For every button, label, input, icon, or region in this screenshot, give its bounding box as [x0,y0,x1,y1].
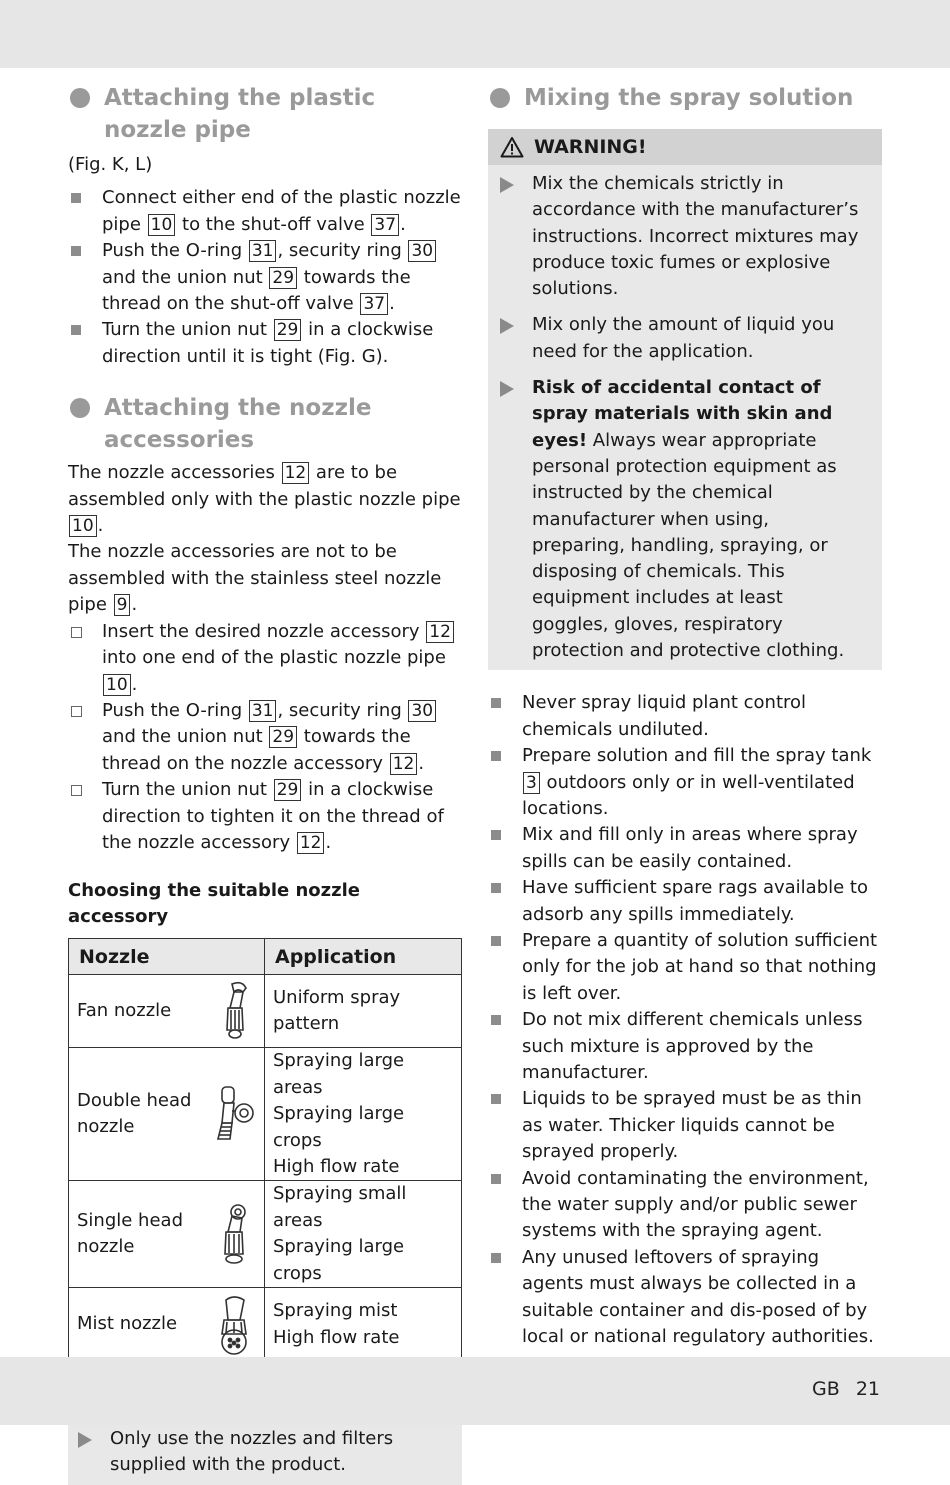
nozzle-name: Single head nozzle [77,1209,183,1258]
part-number: 12 [297,832,325,854]
square-bullet-icon [71,246,81,256]
nozzle-cell [69,1288,265,1362]
square-bullet-icon [71,325,81,335]
list-item: Insert the desired nozzle accessory 12 into one end of the plastic nozzle pipe 10 . [68,619,462,698]
application-line: Spraying mist [273,1300,398,1322]
square-bullet-icon [491,936,501,946]
single-head-nozzle-icon [212,1202,256,1266]
part-number: 37 [360,293,388,315]
warning-icon [500,136,524,158]
application-cell [265,1181,462,1288]
list-item: Have sufficient spare rags available to adsorb any spills immediately. [488,875,882,928]
part-number: 10 [148,214,176,236]
page-number: 21 [855,1378,880,1400]
triangle-bullet-icon [500,177,514,193]
part-number: 37 [371,214,399,236]
nozzle-name: Mist nozzle [77,1313,178,1335]
application-line: Uniform spray pattern [273,986,401,1035]
right-column [488,82,882,1351]
application-cell [265,1288,462,1362]
warning-item: Risk of accidental contact of spray materials with skin and eyes! Always wear appropriate personal protection equipment as instructed by the chemical manufacturer when using, preparing, handling, spraying, or disposing of chemicals. This equipment includes at least goggles, gloves, respiratory protection and protective clothing. [500,375,862,664]
warning-item: Mix the chemicals strictly in accordance with the manufacturer’s instructions. Incorrect mixtures may produce toxic fumes or explosive solutions. [500,171,862,302]
section-title: Mixing the spray solution [524,85,854,111]
list-item: Liquids to be sprayed must be as thin as water. Thicker liquids cannot be sprayed properly. [488,1086,882,1165]
warning-header [488,129,882,165]
part-number: 31 [249,240,277,262]
nozzle-name: Fan nozzle [77,1000,172,1022]
list-item: Turn the union nut 29 in a clockwise direction to tighten it on the thread of the nozzle accessory 12 . [68,777,462,856]
application-line: High flow rate [273,1155,400,1177]
table-row [69,1288,462,1362]
table-row [69,1048,462,1181]
checkbox-bullet-icon [71,785,82,796]
table-header-row [69,939,462,975]
instruction-list [68,185,462,370]
part-number: 3 [523,772,540,794]
part-number: 30 [408,240,436,262]
square-bullet-icon [491,1094,501,1104]
square-bullet-icon [491,698,501,708]
warning-emphasis: Risk of accidental contact of spray materials with skin and eyes! [532,377,833,451]
nozzle-name: Double head nozzle [77,1089,192,1138]
square-bullet-icon [491,751,501,761]
warning-body [488,165,882,670]
application-cell [265,975,462,1048]
double-head-nozzle-icon [212,1083,256,1145]
language-code: GB [812,1378,840,1400]
list-item: Connect either end of the plastic nozzle pipe 10 to the shut-off valve 37 . [68,185,462,238]
list-item: Do not mix different chemicals unless such mixture is approved by the manufacturer. [488,1007,882,1086]
part-number: 30 [408,700,436,722]
application-line: Spraying small areas [273,1183,407,1231]
triangle-bullet-icon [500,381,514,397]
page-footer [812,1378,880,1400]
bullet-dot-icon [490,88,510,108]
header-band [0,0,950,68]
safety-list [488,690,882,1350]
section-title: Attaching the nozzle accessories [104,395,372,454]
part-number: 29 [269,726,297,748]
list-item: Mix and fill only in areas where spray spills can be easily contained. [488,822,882,875]
part-number: 29 [269,267,297,289]
part-number: 29 [274,319,302,341]
section-heading-nozzle-accessories [68,392,462,456]
square-bullet-icon [491,883,501,893]
part-number: 12 [282,462,310,484]
nozzle-cell [69,1181,265,1288]
paragraph: The nozzle accessories 12 are to be assembled only with the plastic nozzle pipe 10 . [68,462,461,537]
part-number: 31 [249,700,277,722]
note-item: Only use the nozzles and filters supplied with the product. [78,1426,450,1479]
list-item: Never spray liquid plant control chemicals undiluted. [488,690,882,743]
square-bullet-icon [491,830,501,840]
bullet-dot-icon [70,88,90,108]
part-number: 10 [103,674,131,696]
application-cell [265,1048,462,1181]
list-item: Turn the union nut 29 in a clockwise direction until it is tight (Fig. G). [68,317,462,370]
figure-reference: (Fig. K, L) [68,154,153,175]
fan-nozzle-icon [212,980,256,1042]
section-heading-plastic-nozzle [68,82,462,146]
warning-title: WARNING! [534,136,647,158]
left-column [68,82,462,1485]
list-item: Prepare a quantity of solution sufficient only for the job at hand so that nothing is left over. [488,928,882,1007]
list-item: Prepare solution and fill the spray tank 3 outdoors only or in well-ventilated locations. [488,743,882,822]
footer-band [0,1357,950,1425]
square-bullet-icon [491,1174,501,1184]
part-number: 29 [274,779,302,801]
column-header-application: Application [265,939,462,975]
note-body [68,1420,462,1485]
table-heading: Choosing the suitable nozzle accessory [68,880,360,928]
triangle-bullet-icon [500,318,514,334]
checkbox-bullet-icon [71,706,82,717]
list-item: Any unused leftovers of spraying agents must always be collected in a suitable container and dis-posed of by local or national regulatory authorities. [488,1245,882,1351]
square-bullet-icon [71,193,81,203]
application-line: Spraying large crops [273,1236,405,1284]
part-number: 9 [114,594,131,616]
table-row [69,975,462,1048]
application-line: Spraying large crops [273,1103,405,1151]
nozzle-table [68,938,462,1362]
warning-box [488,129,882,670]
paragraph: The nozzle accessories are not to be assembled with the stainless steel nozzle pipe 9 . [68,541,442,616]
column-header-nozzle: Nozzle [69,939,265,975]
list-item: Push the O-ring 31 , security ring 30 and the union nut 29 towards the thread on the shut-off valve 37 . [68,238,462,317]
application-line: High flow rate [273,1326,400,1348]
list-item: Push the O-ring 31 , security ring 30 and the union nut 29 towards the thread on the nozzle accessory 12 . [68,698,462,777]
step-list [68,619,462,857]
checkbox-bullet-icon [71,627,82,638]
nozzle-cell [69,1048,265,1181]
section-title: Attaching the plastic nozzle pipe [104,85,376,143]
list-item: Avoid contaminating the environment, the water supply and/or public sewer systems with the spraying agent. [488,1166,882,1245]
part-number: 10 [69,515,97,537]
nozzle-cell [69,975,265,1048]
square-bullet-icon [491,1015,501,1025]
warning-item: Mix only the amount of liquid you need for the application. [500,312,862,365]
mist-nozzle-icon [210,1294,256,1356]
table-row [69,1181,462,1288]
application-line: Spraying large areas [273,1050,405,1098]
bullet-dot-icon [70,398,90,418]
triangle-bullet-icon [78,1432,92,1448]
part-number: 12 [426,621,454,643]
part-number: 12 [390,753,418,775]
square-bullet-icon [491,1253,501,1263]
section-heading-mixing [488,82,882,114]
